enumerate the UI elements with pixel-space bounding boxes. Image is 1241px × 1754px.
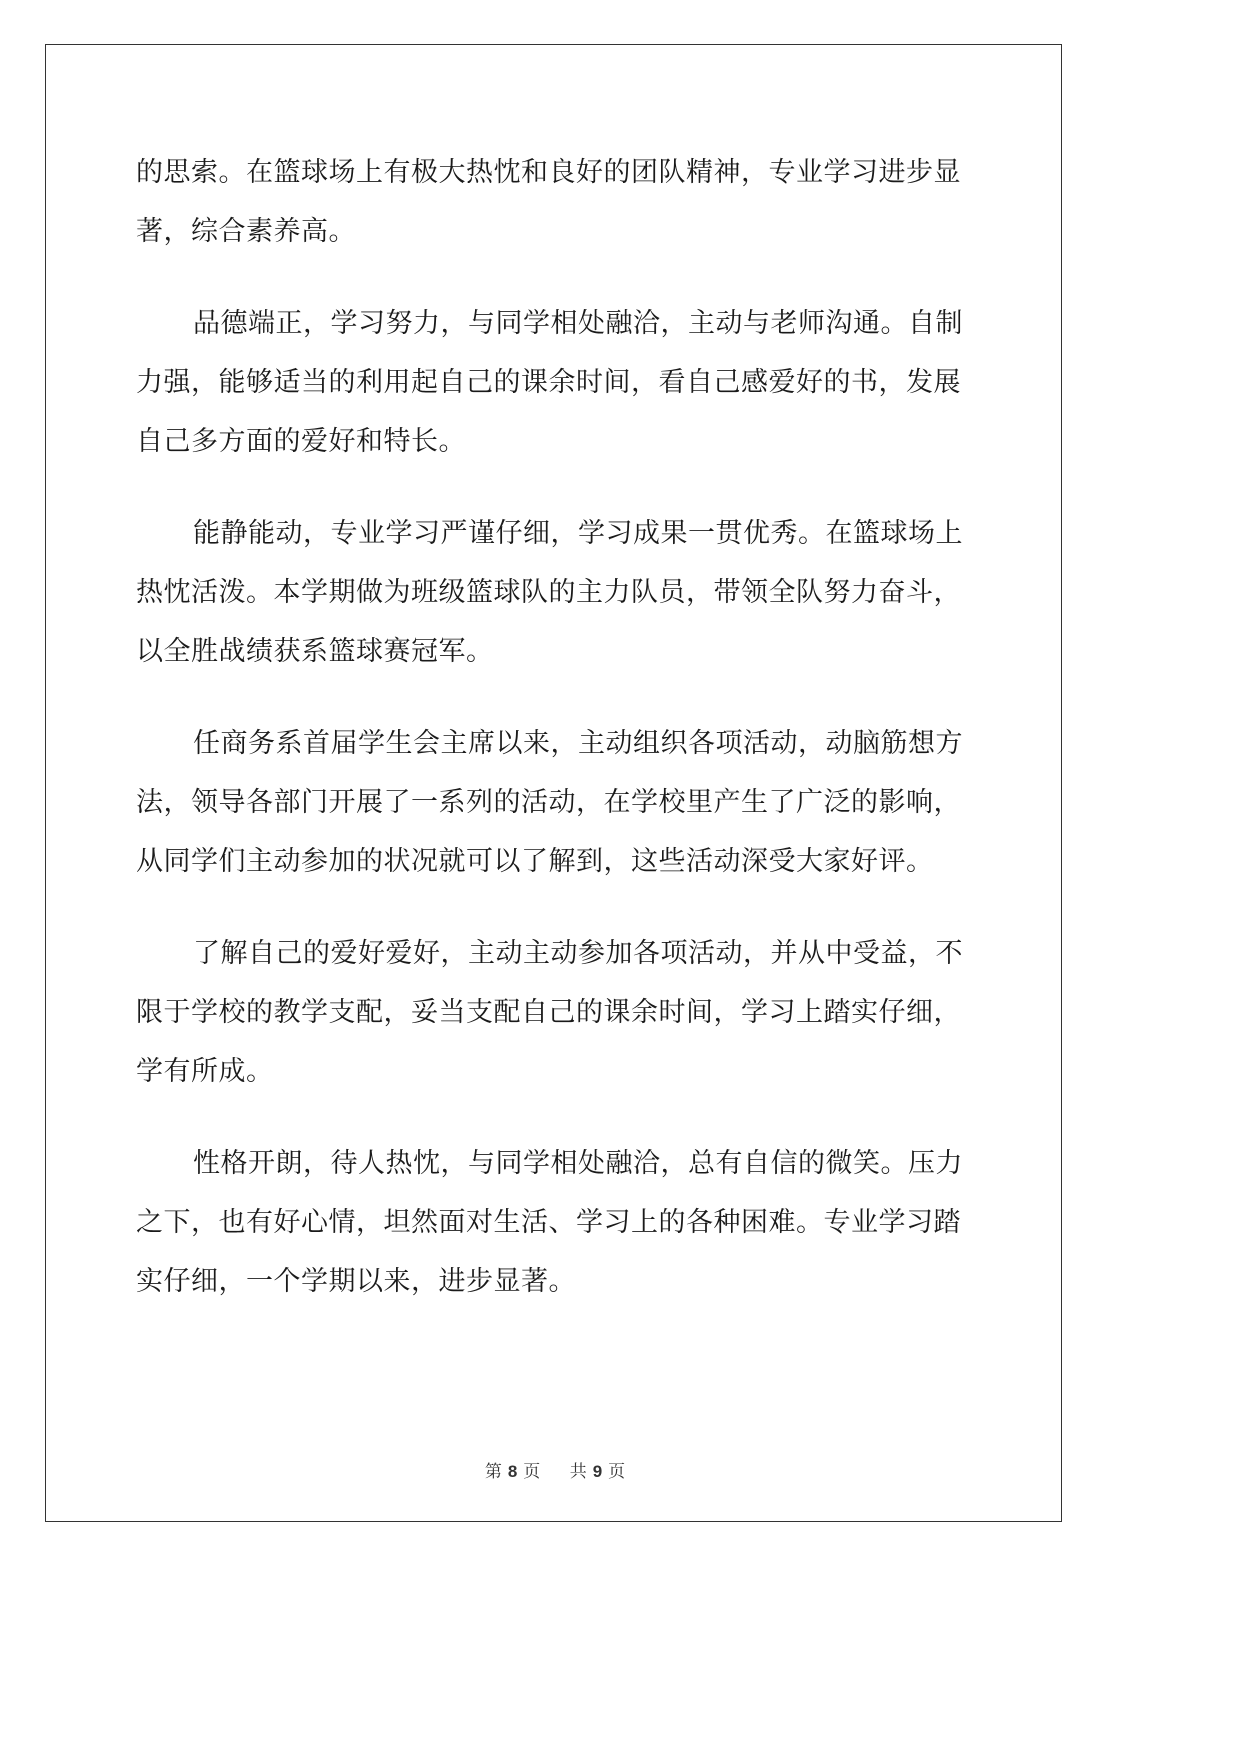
total-pages-label: 共 9 页 <box>569 1462 626 1482</box>
text-line: 从同学们主动参加的状况就可以了解到，这些活动深受大家好评。 <box>136 846 934 877</box>
document-body <box>136 143 978 1311</box>
paragraph <box>136 1134 978 1311</box>
text-line: 著，综合素养高。 <box>136 216 356 247</box>
paragraph-gap <box>136 471 978 504</box>
text-line: 能静能动，专业学习严谨仔细，学习成果一贯优秀。在篮球场上 <box>193 518 963 549</box>
text-line: 学有所成。 <box>136 1056 274 1087</box>
paragraph <box>136 714 978 891</box>
text-line: 实仔细，一个学期以来，进步显著。 <box>136 1266 576 1297</box>
text-line: 热忱活泼。本学期做为班级篮球队的主力队员，带领全队努力奋斗， <box>136 577 961 608</box>
text-line: 了解自己的爱好爱好，主动主动参加各项活动，并从中受益，不 <box>193 938 963 969</box>
text-line: 之下，也有好心情，坦然面对生活、学习上的各种困难。专业学习踏 <box>136 1207 961 1238</box>
text-line: 品德端正，学习努力，与同学相处融洽，主动与老师沟通。自制 <box>193 308 963 339</box>
paragraph <box>136 143 978 261</box>
text-line: 力强，能够适当的利用起自己的课余时间，看自己感爱好的书，发展 <box>136 367 961 398</box>
text-line: 的思索。在篮球场上有极大热忱和良好的团队精神，专业学习进步显 <box>136 157 961 188</box>
paragraph-gap <box>136 891 978 924</box>
paragraph <box>136 294 978 471</box>
text-line: 以全胜战绩获系篮球赛冠军。 <box>136 636 494 667</box>
paragraph <box>136 924 978 1101</box>
paragraph <box>136 504 978 681</box>
current-page-label: 第 8 页 <box>484 1462 541 1482</box>
text-line: 法，领导各部门开展了一系列的活动，在学校里产生了广泛的影响， <box>136 787 961 818</box>
text-line: 任商务系首届学生会主席以来，主动组织各项活动，动脑筋想方 <box>193 728 963 759</box>
text-line: 自己多方面的爱好和特长。 <box>136 426 466 457</box>
paragraph-gap <box>136 1101 978 1134</box>
page-footer <box>0 1457 1110 1482</box>
paragraph-gap <box>136 681 978 714</box>
text-line: 限于学校的教学支配，妥当支配自己的课余时间，学习上踏实仔细， <box>136 997 961 1028</box>
paragraph-gap <box>136 261 978 294</box>
text-line: 性格开朗，待人热忱，与同学相处融洽，总有自信的微笑。压力 <box>193 1148 963 1179</box>
